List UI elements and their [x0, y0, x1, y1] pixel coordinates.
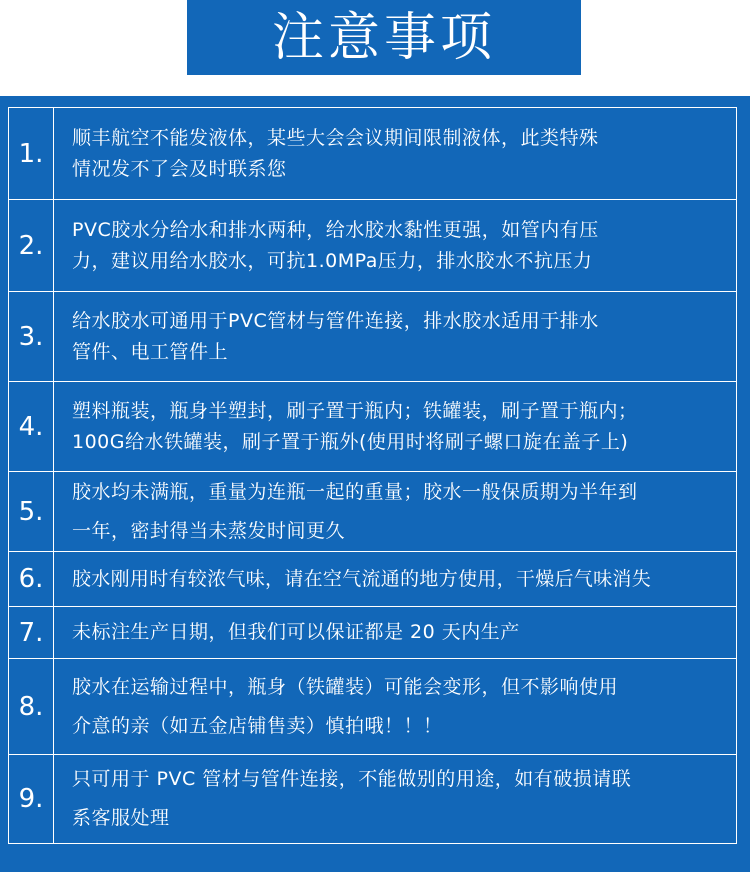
item-number: 8.	[9, 659, 54, 754]
item-number: 1.	[9, 108, 54, 199]
item-text: 胶水均未满瓶，重量为连瓶一起的重量；胶水一般保质期为半年到 一年，密封得当未蒸发时间更久	[72, 480, 638, 542]
title-banner	[187, 0, 581, 75]
notice-row-2	[9, 200, 736, 292]
item-text: 胶水在运输过程中，瓶身（铁罐装）可能会变形，但不影响使用 介意的亲（如五金店铺售卖）慎拍哦！！！	[72, 675, 619, 737]
notice-row-1	[9, 108, 736, 200]
item-text: 胶水刚用时有较浓气味，请在空气流通的地方使用，干燥后气味消失	[72, 567, 652, 590]
page-title: 注意事项	[271, 7, 496, 68]
item-text: 只可用于 PVC 管材与管件连接，不能做别的用途，如有破损请联 系客服处理	[72, 768, 632, 829]
notice-row-8	[9, 659, 736, 755]
notice-row-9	[9, 755, 736, 843]
item-number: 9.	[9, 755, 54, 843]
item-text: 塑料瓶装，瓶身半塑封，刷子置于瓶内；铁罐装，刷子置于瓶内； 100G给水铁罐装，刷子置于瓶外(使用时将刷子螺口旋在盖子上)	[72, 399, 638, 453]
item-text: 未标注生产日期，但我们可以保证都是 20 天内生产	[72, 621, 520, 643]
item-number: 7.	[9, 607, 54, 658]
notice-table	[8, 107, 737, 844]
item-number: 5.	[9, 472, 54, 551]
notice-row-3	[9, 292, 736, 382]
notice-row-7	[9, 607, 736, 659]
notice-row-4	[9, 382, 736, 472]
notice-row-5	[9, 472, 736, 552]
notice-row-6	[9, 552, 736, 607]
item-text: 给水胶水可通用于PVC管材与管件连接，排水胶水适用于排水 管件、电工管件上	[72, 309, 599, 363]
item-text: 顺丰航空不能发液体，某些大会会议期间限制液体，此类特殊 情况发不了会及时联系您	[72, 126, 599, 180]
item-number: 4.	[9, 382, 54, 471]
item-text: PVC胶水分给水和排水两种，给水胶水黏性更强，如管内有压 力，建议用给水胶水，可抗1.0MPa压力，排水胶水不抗压力	[72, 218, 599, 272]
item-number: 3.	[9, 292, 54, 381]
item-number: 2.	[9, 200, 54, 291]
item-number: 6.	[9, 552, 54, 606]
